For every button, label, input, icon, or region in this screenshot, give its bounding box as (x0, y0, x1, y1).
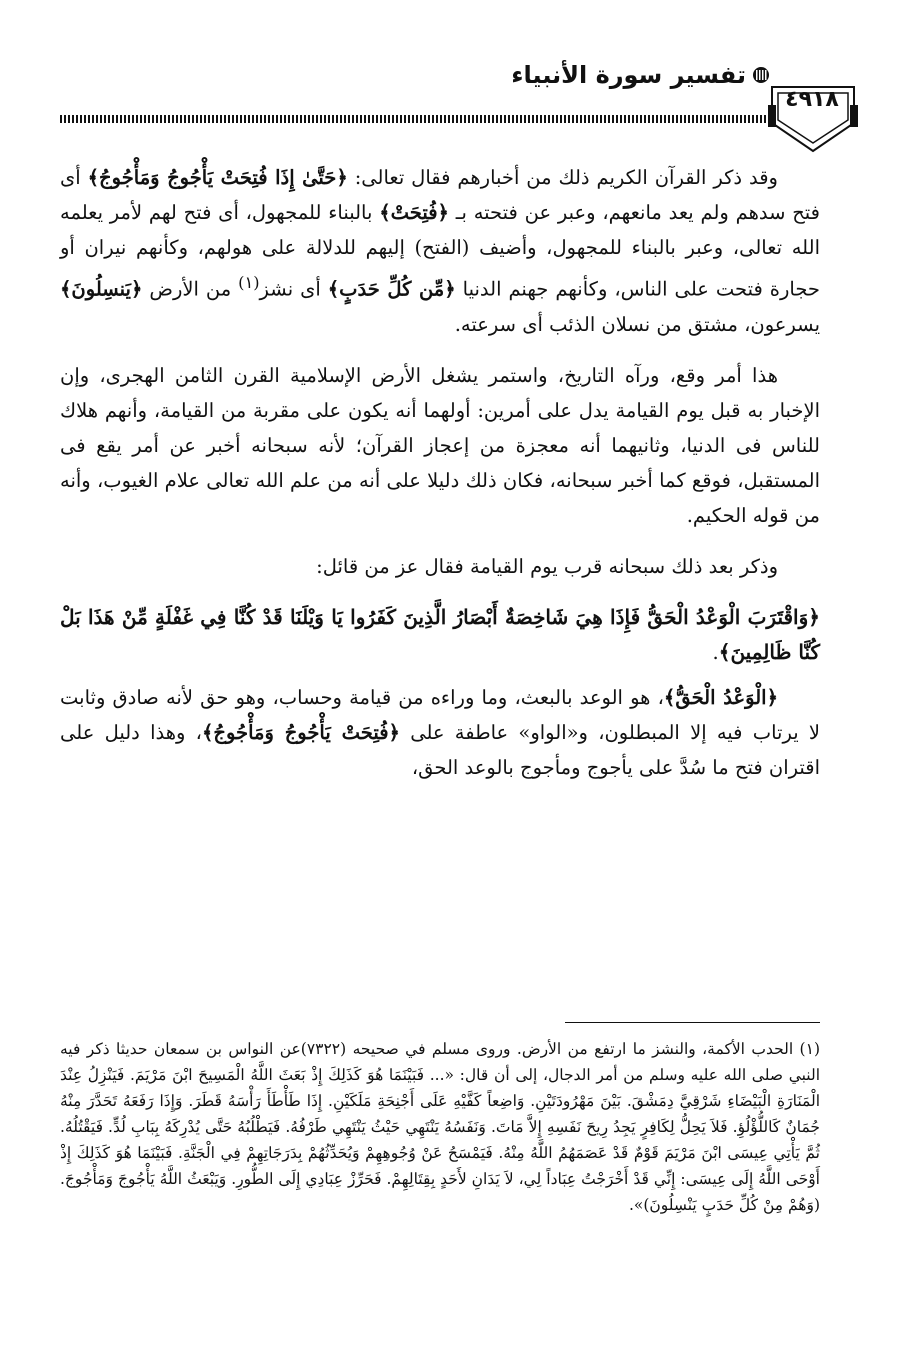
footnotes (60, 1036, 820, 1218)
paragraph: هذا أمر وقع، ورآه التاريخ، واستمر يشغل الأرض الإسلامية القرن الثامن الهجرى، وإن الإخبار به قبل يوم القيامة يدل على أمرين: أولهما أنه يكون على مقربة من القيامة، وأنهم هلاك للناس فى الدنيا، وثانيهما أنه معجزة من إعجاز القرآن؛ لأنه سبحانه أخبر عن أمر يقع فى المستقبل، فوقع كما أخبر سبحانه، فكان ذلك دليلا على أنه من علم الله تعالى علام الغيوب، وأنه من قوله الحكيم. (60, 363, 820, 527)
header-title: تفسير سورة الأنبياء (511, 61, 746, 89)
main-text (60, 160, 820, 801)
footnote-separator (565, 1022, 820, 1023)
paragraph (60, 680, 820, 785)
footnote-ref: (١) (238, 273, 260, 292)
paragraph (60, 160, 820, 342)
text-run: بالبناء للمجهول، أى فتح لهم لأمر يعلمه الله تعالى، وعبر بالبناء للمجهول، وأضيف (الفتح) إليهم للدلالة على هولهم، وكأنهم نيران أو حجارة فتحت على الناس، وكأنهم جهنم الدنيا (60, 201, 820, 301)
quran-quote: ﴿حَتَّىٰ إِذَا فُتِحَتْ يَأْجُوجُ وَمَأْجُوجُ﴾ (87, 166, 348, 189)
quran-quote: ﴿فُتِحَتْ﴾ (379, 201, 449, 224)
text-run: ، هو الوعد بالبعث، وما وراءه من قيامة وحساب، وهو حق لأنه صادق وثابت لا يرتاب فيه إلا المبطلون، و«الواو» عاطفة على (60, 685, 820, 744)
text-run: أى فتح سدهم ولم يعد مانعهم، وعبر عن فتحته بـ (60, 166, 820, 224)
text-run: . (712, 640, 719, 664)
verse-paragraph (60, 600, 820, 670)
text-run: يسرعون، مشتق من نسلان الذئب أى سرعته. (454, 312, 820, 336)
footnote: (١) الحدب الأكمة، والنشز ما ارتفع من الأرض. وروى مسلم في صحيحه (٧٣٢٢)عن النواس بن سمعان حديثا ذكر فيه النبي صلى الله عليه وسلم من أمر الدجال، إلى أن قال: «... فَبَيْنَمَا هُوَ كَذَلِكَ إِذْ بَعَثَ اللَّهُ الْمَسِيحَ ابْنَ مَرْيَمَ. فَيَنْزِلُ عِنْدَ الْمَنَارَةِ الْبَيْضَاءِ شَرْقِيَّ دِمَشْقَ. بَيْنَ مَهْرُودَتَيْنِ. وَاضِعاً كَفَّيْهِ عَلَى أَجْنِحَةِ مَلَكَيْنِ. إِذَا طَأْطَأَ رَأْسَهُ قَطَرَ. وَإِذَا رَفَعَهُ تَحَدَّرَ مِنْهُ جُمَانٌ كَاللُّؤْلُؤِ. فَلاَ يَحِلُّ لِكَافِرٍ يَجِدُ رِيحَ نَفَسِهِ إِلاَّ مَاتَ. وَنَفَسُهُ يَنْتَهِي حَيْثُ يَنْتَهِي طَرْفُهُ. فَيَطْلُبُهُ حَتَّى يُدْرِكَهُ بِبَابِ لُدٍّ. فَيَقْتُلُهُ. ثُمَّ يَأْتِي عِيسَى ابْنَ مَرْيَمَ قَوْمٌ قَدْ عَصَمَهُمُ اللَّهُ مِنْهُ. فَيَمْسَحُ عَنْ وُجُوهِهِمْ وَيُحَدِّثُهُمْ بِدَرَجَاتِهِمْ فِي الْجَنَّةِ. فَبَيْنَمَا هُوَ كَذَلِكَ إِذْ أَوْحَى اللَّهُ إِلَى عِيسَى: إِنِّي قَدْ أَخْرَجْتُ عِبَاداً لِي، لاَ يَدَانِ لأَحَدٍ بِقِتَالِهِمْ. فَحَرِّزْ عِبَادِي إِلَى الطُّورِ. وَيَبْعَثُ اللَّهُ يَأْجُوجَ وَمَأْجُوجَ. (وَهُمْ مِنْ كُلِّ حَدَبٍ يَنْسِلُونَ)». (60, 1040, 820, 1214)
page-number: ٤٩١٨ (785, 87, 839, 112)
quran-quote: ﴿الْوَعْدُ الْحَقُّ﴾ (663, 685, 778, 709)
quran-quote: ﴿يَنسِلُونَ﴾ (60, 277, 143, 301)
quran-quote: ﴿مِّن كُلِّ حَدَبٍ﴾ (327, 277, 456, 301)
text-run: ، وهذا دليل على اقتران فتح ما سُدَّ على يأجوج ومأجوج بالوعد الحق، (60, 720, 820, 779)
header-rule (60, 115, 770, 123)
quran-quote: ﴿فُتِحَتْ يَأْجُوجُ وَمَأْجُوجُ﴾ (201, 720, 400, 744)
text-run: من الأرض (142, 277, 239, 301)
quran-quote: ﴿وَاقْتَرَبَ الْوَعْدُ الْحَقُّ فَإِذَا هِيَ شَاخِصَةٌ أَبْصَارُ الَّذِينَ كَفَرُوا يَا وَيْلَنَا قَدْ كُنَّا فِي غَفْلَةٍ مِّنْ هَذَا بَلْ كُنَّا ظَالِمِينَ﴾ (60, 604, 820, 664)
paragraph: وذكر بعد ذلك سبحانه قرب يوم القيامة فقال عز من قائل: (316, 554, 778, 578)
running-header (58, 55, 858, 145)
text-run: وقد ذكر القرآن الكريم ذلك من أخبارهم فقال تعالى: (347, 166, 778, 189)
text-run: أى نشز (259, 277, 328, 301)
